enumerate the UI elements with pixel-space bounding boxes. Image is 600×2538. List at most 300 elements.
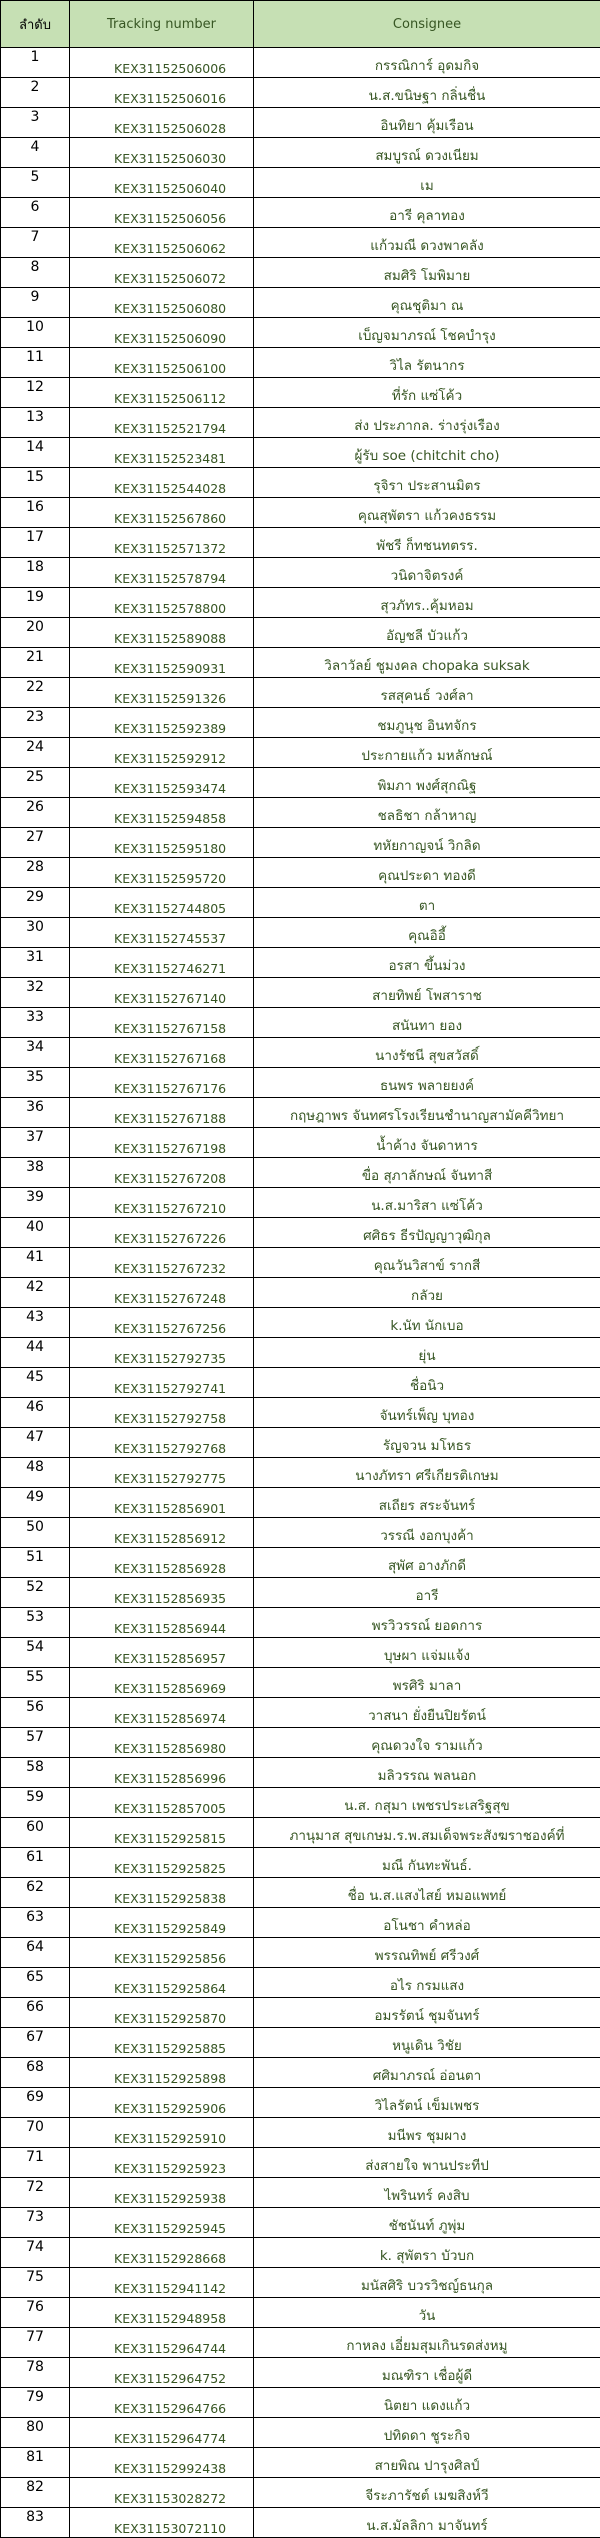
- table-row: [1, 1788, 600, 1818]
- row-index: 16: [1, 498, 70, 528]
- tracking-number-cell: KEX31152567860: [70, 498, 254, 528]
- row-index: 51: [1, 1548, 70, 1578]
- tracking-number-cell: KEX31152767256: [70, 1308, 254, 1338]
- table-row: [1, 738, 600, 768]
- tracking-number-cell: KEX31152506056: [70, 198, 254, 228]
- consignee-cell: กาหลง เอี่ยมสุมเกินรดส่งหมู: [254, 2328, 600, 2358]
- row-index: 49: [1, 1488, 70, 1518]
- table-row: [1, 2358, 600, 2388]
- row-index: 12: [1, 378, 70, 408]
- row-index: 44: [1, 1338, 70, 1368]
- table-row: [1, 1368, 600, 1398]
- row-index: 2: [1, 78, 70, 108]
- tracking-number-cell: KEX31152590931: [70, 648, 254, 678]
- row-index: 36: [1, 1098, 70, 1128]
- row-index: 81: [1, 2448, 70, 2478]
- table-row: [1, 1458, 600, 1488]
- row-index: 77: [1, 2328, 70, 2358]
- tracking-number-cell: KEX31153028272: [70, 2478, 254, 2508]
- consignee-cell: พรศิริ มาลา: [254, 1668, 600, 1698]
- table-row: [1, 828, 600, 858]
- row-index: 9: [1, 288, 70, 318]
- row-index: 26: [1, 798, 70, 828]
- tracking-number-cell: KEX31152589088: [70, 618, 254, 648]
- row-index: 50: [1, 1518, 70, 1548]
- row-index: 53: [1, 1608, 70, 1638]
- tracking-number-cell: KEX31152856912: [70, 1518, 254, 1548]
- consignee-cell: สายพิณ ปารุงศิลป์: [254, 2448, 600, 2478]
- tracking-number-cell: KEX31152792735: [70, 1338, 254, 1368]
- table-row: [1, 1728, 600, 1758]
- header-index: ลำดับ: [1, 1, 70, 48]
- table-row: [1, 1488, 600, 1518]
- table-row: [1, 1578, 600, 1608]
- consignee-cell: น้ำค้าง จันดาหาร: [254, 1128, 600, 1158]
- tracking-number-cell: KEX31152925898: [70, 2058, 254, 2088]
- consignee-cell: แก้วมณี ดวงพาคลัง: [254, 228, 600, 258]
- row-index: 3: [1, 108, 70, 138]
- tracking-number-cell: KEX31152521794: [70, 408, 254, 438]
- table-row: [1, 378, 600, 408]
- consignee-cell: นิตยา แดงแก้ว: [254, 2388, 600, 2418]
- tracking-number-cell: KEX31152595720: [70, 858, 254, 888]
- tracking-number-cell: KEX31152856944: [70, 1608, 254, 1638]
- table-row: [1, 978, 600, 1008]
- tracking-number-cell: KEX31152964744: [70, 2328, 254, 2358]
- row-index: 66: [1, 1998, 70, 2028]
- consignee-cell: ส่งสายใจ พานประทีป: [254, 2148, 600, 2178]
- table-row: [1, 2028, 600, 2058]
- consignee-cell: คุณชุติมา ณ: [254, 288, 600, 318]
- row-index: 32: [1, 978, 70, 1008]
- consignee-cell: เม: [254, 168, 600, 198]
- table-row: [1, 1998, 600, 2028]
- table-row: [1, 2328, 600, 2358]
- consignee-cell: อมรรัตน์ ชุมจันทร์: [254, 1998, 600, 2028]
- tracking-number-cell: KEX31152856957: [70, 1638, 254, 1668]
- tracking-number-cell: KEX31152925910: [70, 2118, 254, 2148]
- table-row: [1, 1398, 600, 1428]
- row-index: 5: [1, 168, 70, 198]
- row-index: 70: [1, 2118, 70, 2148]
- tracking-number-cell: KEX31152925825: [70, 1848, 254, 1878]
- row-index: 67: [1, 2028, 70, 2058]
- table-row: [1, 138, 600, 168]
- table-row: [1, 1608, 600, 1638]
- row-index: 60: [1, 1818, 70, 1848]
- tracking-number-cell: KEX31152506030: [70, 138, 254, 168]
- tracking-number-cell: KEX31152925885: [70, 2028, 254, 2058]
- row-index: 83: [1, 2508, 70, 2538]
- consignee-cell: ทหัยกาญจน์ วิกลิด: [254, 828, 600, 858]
- table-row: [1, 618, 600, 648]
- consignee-cell: วิไล รัตนากร: [254, 348, 600, 378]
- table-row: [1, 2118, 600, 2148]
- consignee-cell: สุพัศ อางภักดี: [254, 1548, 600, 1578]
- tracking-number-cell: KEX31152964766: [70, 2388, 254, 2418]
- tracking-number-cell: KEX31152592912: [70, 738, 254, 768]
- row-index: 82: [1, 2478, 70, 2508]
- table-row: [1, 168, 600, 198]
- consignee-cell: สเถียร สระจันทร์: [254, 1488, 600, 1518]
- table-row: [1, 588, 600, 618]
- table-row: [1, 2298, 600, 2328]
- tracking-number-cell: KEX31152506100: [70, 348, 254, 378]
- table-row: [1, 318, 600, 348]
- row-index: 29: [1, 888, 70, 918]
- tracking-number-cell: KEX31152856935: [70, 1578, 254, 1608]
- row-index: 17: [1, 528, 70, 558]
- consignee-cell: คุณอิอี้: [254, 918, 600, 948]
- row-index: 4: [1, 138, 70, 168]
- row-index: 31: [1, 948, 70, 978]
- table-row: [1, 1338, 600, 1368]
- tracking-number-cell: KEX31152571372: [70, 528, 254, 558]
- table-row: [1, 1038, 600, 1068]
- row-index: 22: [1, 678, 70, 708]
- tracking-number-cell: KEX31152578794: [70, 558, 254, 588]
- tracking-number-cell: KEX31152928668: [70, 2238, 254, 2268]
- table-row: [1, 498, 600, 528]
- header-consignee: Consignee: [254, 1, 600, 48]
- consignee-cell: ศศิมาภรณ์ อ่อนตา: [254, 2058, 600, 2088]
- row-index: 39: [1, 1188, 70, 1218]
- consignee-cell: รัญจวน มโหธร: [254, 1428, 600, 1458]
- row-index: 57: [1, 1728, 70, 1758]
- consignee-cell: น.ส. กสุมา เพชรประเสริฐสุข: [254, 1788, 600, 1818]
- consignee-cell: กรรณิการ์ อุดมกิจ: [254, 48, 600, 78]
- tracking-number-cell: KEX31152856928: [70, 1548, 254, 1578]
- tracking-number-cell: KEX31152746271: [70, 948, 254, 978]
- table-row: [1, 2478, 600, 2508]
- consignee-cell: ศศิธร ธีรปัญญาวุฒิกุล: [254, 1218, 600, 1248]
- tracking-number-cell: KEX31152856980: [70, 1728, 254, 1758]
- consignee-cell: กลัวย: [254, 1278, 600, 1308]
- tracking-number-cell: KEX31152856974: [70, 1698, 254, 1728]
- consignee-cell: วนิดาจิตรงค์: [254, 558, 600, 588]
- row-index: 79: [1, 2388, 70, 2418]
- consignee-cell: มณี กันทะพันธ์.: [254, 1848, 600, 1878]
- header-row: [1, 1, 600, 48]
- tracking-number-cell: KEX31152948958: [70, 2298, 254, 2328]
- table-row: [1, 408, 600, 438]
- tracking-number-cell: KEX31152925815: [70, 1818, 254, 1848]
- consignee-cell: น.ส.มัลลิกา มาจันทร์: [254, 2508, 600, 2538]
- table-row: [1, 1548, 600, 1578]
- tracking-number-cell: KEX31152506040: [70, 168, 254, 198]
- table-row: [1, 2058, 600, 2088]
- table-row: [1, 1818, 600, 1848]
- table-row: [1, 1308, 600, 1338]
- consignee-cell: มณฑิรา เชื่อผู้ดี: [254, 2358, 600, 2388]
- row-index: 35: [1, 1068, 70, 1098]
- consignee-cell: ขื่อ สุภาลักษณ์ จันทาสี: [254, 1158, 600, 1188]
- row-index: 61: [1, 1848, 70, 1878]
- table-row: [1, 888, 600, 918]
- table-row: [1, 1638, 600, 1668]
- row-index: 55: [1, 1668, 70, 1698]
- table-row: [1, 948, 600, 978]
- table-row: [1, 1698, 600, 1728]
- tracking-number-cell: KEX31152857005: [70, 1788, 254, 1818]
- table-row: [1, 198, 600, 228]
- consignee-cell: ตา: [254, 888, 600, 918]
- table-row: [1, 108, 600, 138]
- tracking-number-cell: KEX31152964774: [70, 2418, 254, 2448]
- consignee-cell: พัชรี ก็ทชนทตรร.: [254, 528, 600, 558]
- consignee-cell: ชื่อนิว: [254, 1368, 600, 1398]
- consignee-cell: ส่ง ประภากล. ร่างรุ่งเรือง: [254, 408, 600, 438]
- consignee-cell: k. สุพัตรา บัวบก: [254, 2238, 600, 2268]
- row-index: 21: [1, 648, 70, 678]
- row-index: 45: [1, 1368, 70, 1398]
- table-row: [1, 1668, 600, 1698]
- tracking-number-cell: KEX31152506028: [70, 108, 254, 138]
- row-index: 72: [1, 2178, 70, 2208]
- consignee-cell: รสสุคนธ์ วงศ์ลา: [254, 678, 600, 708]
- table-row: [1, 2178, 600, 2208]
- row-index: 52: [1, 1578, 70, 1608]
- tracking-number-cell: KEX31152745537: [70, 918, 254, 948]
- table-row: [1, 858, 600, 888]
- row-index: 33: [1, 1008, 70, 1038]
- consignee-cell: สนันทา ยอง: [254, 1008, 600, 1038]
- consignee-cell: วาสนา ยั่งยืนปิยรัตน์: [254, 1698, 600, 1728]
- consignee-cell: ปทิดดา ชูระกิจ: [254, 2418, 600, 2448]
- consignee-cell: อัญชลี บัวแก้ว: [254, 618, 600, 648]
- row-index: 47: [1, 1428, 70, 1458]
- consignee-cell: อไร กรมแสง: [254, 1968, 600, 1998]
- table-row: [1, 1908, 600, 1938]
- consignee-cell: สมบูรณ์ ดวงเนียม: [254, 138, 600, 168]
- table-row: [1, 1938, 600, 1968]
- consignee-cell: วรรณี งอกบุงค้า: [254, 1518, 600, 1548]
- tracking-number-cell: KEX31152964752: [70, 2358, 254, 2388]
- row-index: 46: [1, 1398, 70, 1428]
- table-row: [1, 2088, 600, 2118]
- tracking-number-cell: KEX31152767226: [70, 1218, 254, 1248]
- row-index: 8: [1, 258, 70, 288]
- table-row: [1, 468, 600, 498]
- table-row: [1, 768, 600, 798]
- consignee-cell: หนูเดิน วิชัย: [254, 2028, 600, 2058]
- consignee-cell: สายทิพย์ โพสาราช: [254, 978, 600, 1008]
- tracking-number-cell: KEX31152595180: [70, 828, 254, 858]
- row-index: 23: [1, 708, 70, 738]
- consignee-cell: อรสา ขึ้นม่วง: [254, 948, 600, 978]
- consignee-cell: ไพรินทร์ คงสิบ: [254, 2178, 600, 2208]
- consignee-cell: มนีพร ชุมผาง: [254, 2118, 600, 2148]
- tracking-number-cell: KEX31152925864: [70, 1968, 254, 1998]
- consignee-cell: จีระภารัชต์ เมฆสิงห์วี: [254, 2478, 600, 2508]
- table-row: [1, 1878, 600, 1908]
- table-row: [1, 288, 600, 318]
- row-index: 7: [1, 228, 70, 258]
- consignee-cell: มลิวรรณ พลนอก: [254, 1758, 600, 1788]
- row-index: 63: [1, 1908, 70, 1938]
- table-row: [1, 1098, 600, 1128]
- tracking-number-cell: KEX31152925849: [70, 1908, 254, 1938]
- tracking-number-cell: KEX31152506062: [70, 228, 254, 258]
- table-row: [1, 2268, 600, 2298]
- row-index: 43: [1, 1308, 70, 1338]
- tracking-number-cell: KEX31152856901: [70, 1488, 254, 1518]
- row-index: 13: [1, 408, 70, 438]
- consignee-cell: น.ส.มาริสา แซ่โค้ว: [254, 1188, 600, 1218]
- table-row: [1, 1158, 600, 1188]
- consignee-cell: นางภัทรา ศรีเกียรติเกษม: [254, 1458, 600, 1488]
- tracking-number-cell: KEX31152856969: [70, 1668, 254, 1698]
- table-row: [1, 2448, 600, 2478]
- table-row: [1, 1518, 600, 1548]
- consignee-cell: อารี คุลาทอง: [254, 198, 600, 228]
- table-row: [1, 648, 600, 678]
- row-index: 75: [1, 2268, 70, 2298]
- consignee-cell: สมศิริ โมพิมาย: [254, 258, 600, 288]
- table-row: [1, 798, 600, 828]
- consignee-cell: นางรัชนี สุขสวัสดิ์: [254, 1038, 600, 1068]
- row-index: 58: [1, 1758, 70, 1788]
- row-index: 64: [1, 1938, 70, 1968]
- row-index: 73: [1, 2208, 70, 2238]
- tracking-number-cell: KEX31152544028: [70, 468, 254, 498]
- consignee-cell: ธนพร พลายยงค์: [254, 1068, 600, 1098]
- tracking-number-cell: KEX31152592389: [70, 708, 254, 738]
- tracking-number-cell: KEX31152925906: [70, 2088, 254, 2118]
- row-index: 71: [1, 2148, 70, 2178]
- consignee-cell: วัน: [254, 2298, 600, 2328]
- table-row: [1, 438, 600, 468]
- row-index: 38: [1, 1158, 70, 1188]
- tracking-number-cell: KEX31152767168: [70, 1038, 254, 1068]
- header-tracking-number: Tracking number: [70, 1, 254, 48]
- table-row: [1, 258, 600, 288]
- consignee-cell: ชมภูนุช อินทจักร: [254, 708, 600, 738]
- row-index: 28: [1, 858, 70, 888]
- consignee-cell: พรรณทิพย์ ศรีวงศ์: [254, 1938, 600, 1968]
- consignee-cell: ประกายแก้ว มหลักษณ์: [254, 738, 600, 768]
- table-row: [1, 1218, 600, 1248]
- tracking-number-cell: KEX31152925856: [70, 1938, 254, 1968]
- table-row: [1, 528, 600, 558]
- row-index: 76: [1, 2298, 70, 2328]
- row-index: 62: [1, 1878, 70, 1908]
- row-index: 15: [1, 468, 70, 498]
- row-index: 48: [1, 1458, 70, 1488]
- row-index: 80: [1, 2418, 70, 2448]
- row-index: 74: [1, 2238, 70, 2268]
- row-index: 37: [1, 1128, 70, 1158]
- tracking-number-cell: KEX31152744805: [70, 888, 254, 918]
- tracking-number-cell: KEX31152925923: [70, 2148, 254, 2178]
- consignee-cell: คุณประดา ทองดี: [254, 858, 600, 888]
- tracking-number-cell: KEX31152992438: [70, 2448, 254, 2478]
- table-row: [1, 2418, 600, 2448]
- consignee-cell: พิมภา พงศ์สุกณิฐ: [254, 768, 600, 798]
- tracking-number-cell: KEX31152856996: [70, 1758, 254, 1788]
- table-body: [1, 48, 600, 2538]
- row-index: 59: [1, 1788, 70, 1818]
- consignee-cell: น.ส.ขนิษฐา กลิ่นชื่น: [254, 78, 600, 108]
- consignee-cell: ชลธิชา กล้าหาญ: [254, 798, 600, 828]
- tracking-number-cell: KEX31152925870: [70, 1998, 254, 2028]
- consignee-cell: มนัสศิริ บวรวิชญ์ธนกุล: [254, 2268, 600, 2298]
- tracking-number-cell: KEX31152506006: [70, 48, 254, 78]
- tracking-number-cell: KEX31152767198: [70, 1128, 254, 1158]
- tracking-number-cell: KEX31152593474: [70, 768, 254, 798]
- tracking-number-cell: KEX31152767176: [70, 1068, 254, 1098]
- table-row: [1, 918, 600, 948]
- tracking-number-cell: KEX31152506090: [70, 318, 254, 348]
- tracking-number-cell: KEX31152792758: [70, 1398, 254, 1428]
- table-row: [1, 2508, 600, 2538]
- tracking-number-cell: KEX31152767158: [70, 1008, 254, 1038]
- table-row: [1, 1968, 600, 1998]
- table-row: [1, 708, 600, 738]
- tracking-number-cell: KEX31152925938: [70, 2178, 254, 2208]
- row-index: 34: [1, 1038, 70, 1068]
- consignee-cell: ยุ่น: [254, 1338, 600, 1368]
- tracking-number-cell: KEX31152591326: [70, 678, 254, 708]
- table-row: [1, 2388, 600, 2418]
- tracking-number-cell: KEX31152767140: [70, 978, 254, 1008]
- table-row: [1, 558, 600, 588]
- consignee-cell: พรวิวรรณ์ ยอดการ: [254, 1608, 600, 1638]
- tracking-number-cell: KEX31153072110: [70, 2508, 254, 2538]
- tracking-number-cell: KEX31152925945: [70, 2208, 254, 2238]
- consignee-cell: จันทร์เพ็ญ บุทอง: [254, 1398, 600, 1428]
- consignee-cell: k.นัท นักเบอ: [254, 1308, 600, 1338]
- consignee-cell: คุณสุพัตรา แก้วคงธรรม: [254, 498, 600, 528]
- consignee-cell: คุณวันวิสาข์ รากสี: [254, 1248, 600, 1278]
- row-index: 19: [1, 588, 70, 618]
- row-index: 30: [1, 918, 70, 948]
- table-row: [1, 1278, 600, 1308]
- consignee-cell: ที่รัก แซ่โค้ว: [254, 378, 600, 408]
- consignee-cell: อโนชา คำหล่อ: [254, 1908, 600, 1938]
- table-row: [1, 1068, 600, 1098]
- consignee-cell: เบ็ญจมาภรณ์ โชคบำรุง: [254, 318, 600, 348]
- row-index: 56: [1, 1698, 70, 1728]
- table-row: [1, 2148, 600, 2178]
- tracking-number-cell: KEX31152767188: [70, 1098, 254, 1128]
- tracking-number-cell: KEX31152767248: [70, 1278, 254, 1308]
- table-row: [1, 1248, 600, 1278]
- table-row: [1, 1128, 600, 1158]
- row-index: 27: [1, 828, 70, 858]
- tracking-number-cell: KEX31152941142: [70, 2268, 254, 2298]
- row-index: 11: [1, 348, 70, 378]
- row-index: 65: [1, 1968, 70, 1998]
- table-row: [1, 78, 600, 108]
- tracking-number-cell: KEX31152523481: [70, 438, 254, 468]
- tracking-number-cell: KEX31152767208: [70, 1158, 254, 1188]
- table-row: [1, 1188, 600, 1218]
- tracking-number-cell: KEX31152767210: [70, 1188, 254, 1218]
- consignee-cell: กฤษฎาพร จันทศรโรงเรียนชำนาญสามัคคีวิทยา: [254, 1098, 600, 1128]
- row-index: 54: [1, 1638, 70, 1668]
- table-row: [1, 678, 600, 708]
- consignee-cell: บุษผา แจ่มแจ้ง: [254, 1638, 600, 1668]
- consignee-cell: สุวภัทร..คุ้มหอม: [254, 588, 600, 618]
- consignee-cell: รุจิรา ประสานมิตร: [254, 468, 600, 498]
- row-index: 25: [1, 768, 70, 798]
- table-row: [1, 2238, 600, 2268]
- consignee-cell: ชื่อ น.ส.แสงไสย์ หมอแพทย์: [254, 1878, 600, 1908]
- consignee-cell: วิลาวัลย์ ชูมงคล chopaka suksak: [254, 648, 600, 678]
- row-index: 42: [1, 1278, 70, 1308]
- consignee-cell: อารี: [254, 1578, 600, 1608]
